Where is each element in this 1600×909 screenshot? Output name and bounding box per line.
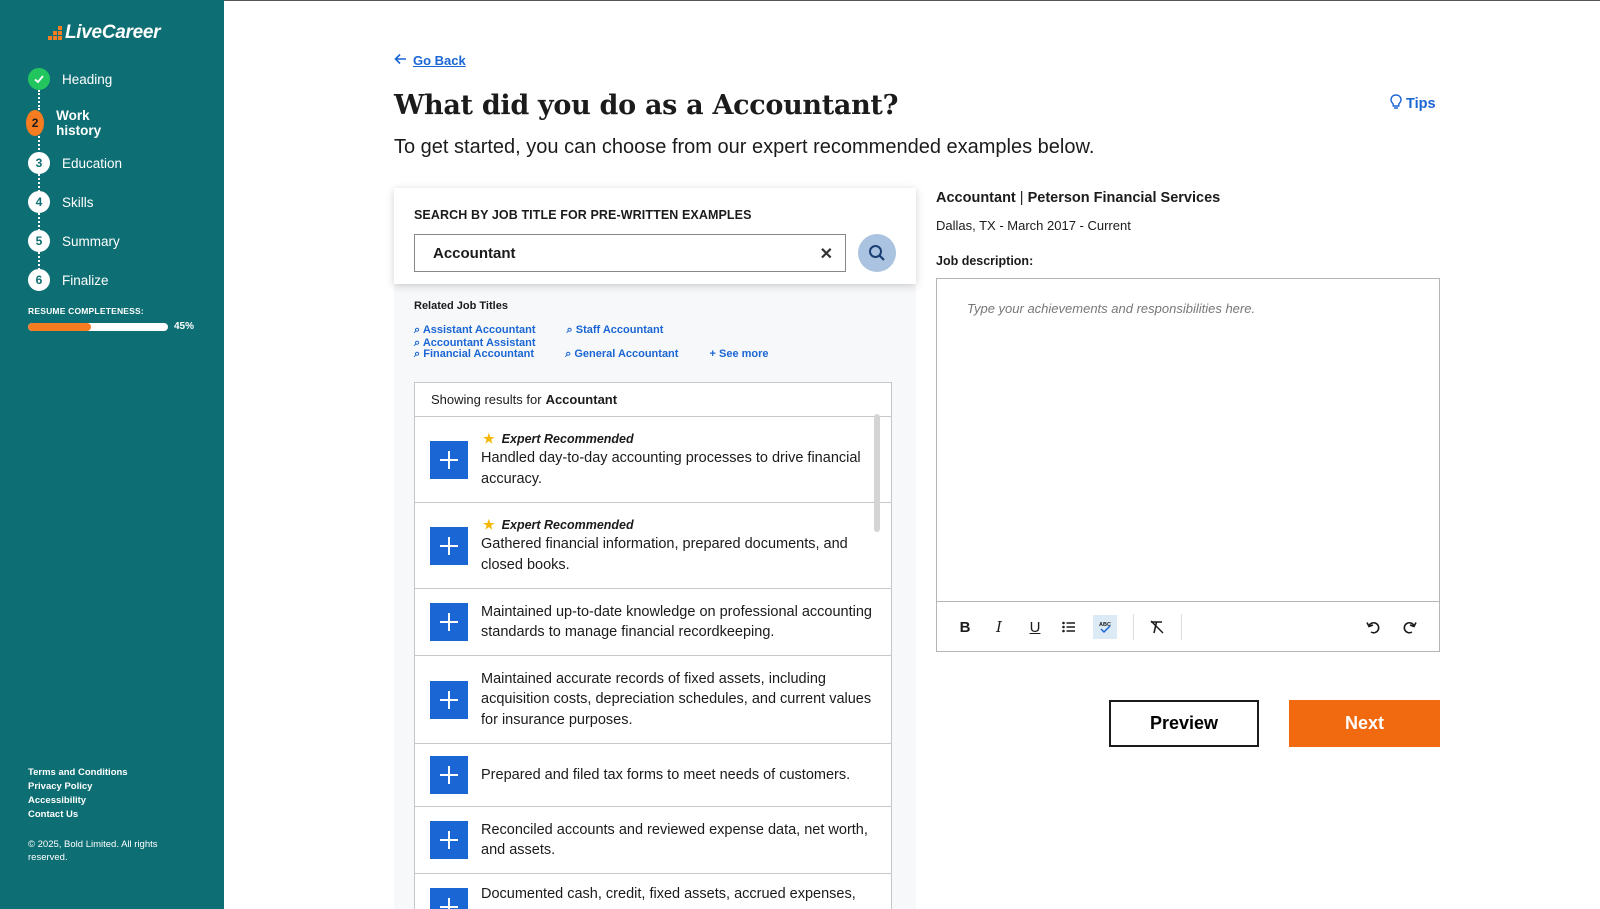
list-item[interactable]: [415, 417, 891, 503]
job-title-search-input[interactable]: [414, 234, 846, 272]
privacy-link[interactable]: Privacy Policy: [28, 781, 93, 792]
results-header: [415, 383, 891, 417]
step-summary[interactable]: [28, 230, 120, 252]
page-title: What did you do as a Accountant?: [394, 90, 899, 121]
plus-icon: [439, 897, 459, 909]
step-skills[interactable]: [28, 191, 94, 213]
spellcheck-icon: [1098, 620, 1112, 634]
example-text: Prepared and filed tax forms to meet needs of customers.: [481, 766, 851, 783]
bold-button[interactable]: B: [959, 618, 971, 636]
add-example-button[interactable]: [430, 756, 468, 794]
results-query: Accountant: [545, 392, 618, 407]
plus-icon: [439, 536, 459, 556]
completeness-percent: 45%: [174, 321, 195, 332]
expert-badge: ★ Expert Recommended: [483, 431, 634, 446]
step-finalize[interactable]: [28, 269, 109, 291]
step-education[interactable]: [28, 152, 122, 174]
undo-icon: [1366, 620, 1381, 635]
related-row: [414, 348, 814, 361]
related-job-link[interactable]: ⌕ General Accountant: [565, 348, 679, 360]
bullet-list-icon: [1062, 621, 1076, 633]
clear-format-button[interactable]: [1145, 615, 1169, 639]
star-icon: ★: [483, 431, 495, 446]
add-example-button[interactable]: [430, 821, 468, 859]
add-example-button[interactable]: [430, 441, 468, 479]
logo-text: LiveCareer: [65, 22, 161, 43]
related-job-link[interactable]: ⌕ Accountant Assistant: [414, 337, 536, 349]
list-item[interactable]: [415, 744, 891, 807]
bullet-list-button[interactable]: [1057, 615, 1081, 639]
plus-icon: [439, 612, 459, 632]
job-title: Accountant: [936, 190, 1016, 206]
footer-links: [28, 766, 128, 822]
lightbulb-icon: [1390, 94, 1406, 114]
preview-button[interactable]: Preview: [1109, 700, 1259, 747]
contact-link[interactable]: Contact Us: [28, 809, 79, 820]
svg-text:ABC: ABC: [1099, 622, 1111, 628]
example-text: Reconciled accounts and reviewed expense data, net worth, and assets.: [481, 821, 868, 858]
see-more-link[interactable]: + See more: [709, 348, 769, 360]
related-job-link[interactable]: ⌕ Assistant Accountant: [414, 324, 536, 336]
clear-format-icon: [1149, 620, 1165, 634]
search-button[interactable]: [858, 234, 896, 272]
plus-icon: [439, 830, 459, 850]
go-back-label: Go Back: [413, 52, 466, 68]
plus-icon: [439, 765, 459, 785]
search-title: SEARCH BY JOB TITLE FOR PRE-WRITTEN EXAMPLES: [414, 208, 752, 222]
add-example-button[interactable]: [430, 603, 468, 641]
undo-button[interactable]: [1361, 615, 1385, 639]
expert-badge: ★ Expert Recommended: [483, 517, 634, 532]
plus-icon: [439, 690, 459, 710]
completeness-title: RESUME COMPLETENESS:: [28, 306, 144, 316]
step-label: Skills: [62, 194, 94, 210]
list-item[interactable]: [415, 807, 891, 874]
job-meta: Dallas, TX - March 2017 - Current: [936, 218, 1131, 233]
plus-icon: [439, 450, 459, 470]
example-text: ★ Expert Recommended Handled day-to-day accounting processes to drive financial accuracy.: [481, 430, 873, 489]
example-text: ★ Expert Recommended Gathered financial information, prepared documents, and closed books.: [481, 516, 873, 575]
step-label: Heading: [62, 71, 113, 87]
step-work-history[interactable]: [28, 108, 109, 138]
add-example-button[interactable]: [430, 527, 468, 565]
job-separator: |: [1015, 190, 1028, 206]
add-example-button[interactable]: [430, 888, 468, 909]
job-description-input[interactable]: Type your achievements and responsibilities here.: [937, 279, 1439, 602]
step-heading[interactable]: [28, 68, 112, 90]
livecareer-logo[interactable]: [48, 22, 160, 44]
results-prefix: Showing results for: [431, 392, 542, 407]
clear-icon[interactable]: ✕: [819, 246, 833, 263]
job-employer: Peterson Financial Services: [1027, 190, 1221, 206]
star-icon: ★: [483, 517, 495, 532]
sidebar: [0, 0, 224, 909]
search-value: Accountant: [433, 244, 516, 262]
step-label: Work history: [56, 108, 102, 138]
example-text: Documented cash, credit, fixed assets, accrued expenses,: [481, 886, 856, 902]
completeness-progress: [28, 321, 194, 332]
resume-completeness: [28, 306, 194, 332]
related-job-link[interactable]: ⌕ Financial Accountant: [414, 348, 535, 360]
tips-label: Tips: [1406, 96, 1436, 112]
step-number: 5: [28, 230, 50, 252]
add-example-button[interactable]: [430, 681, 468, 719]
italic-button[interactable]: I: [996, 618, 1002, 636]
toolbar-divider: [1181, 614, 1182, 640]
tips-link[interactable]: [1390, 94, 1436, 114]
results-scrollbar[interactable]: [874, 414, 880, 532]
editor-toolbar: [937, 602, 1439, 651]
step-number: 4: [28, 191, 50, 213]
list-item[interactable]: [415, 656, 891, 744]
logo-mark-icon: [48, 26, 62, 40]
examples-panel: [394, 188, 916, 909]
accessibility-link[interactable]: Accessibility: [28, 795, 87, 806]
results-list: [414, 382, 892, 909]
list-item[interactable]: [415, 503, 891, 589]
job-description-editor: [936, 278, 1440, 652]
redo-icon: [1402, 620, 1417, 635]
copyright: © 2025, Bold Limited. All rights reserved.: [28, 839, 158, 863]
go-back-link[interactable]: [394, 52, 466, 68]
list-item[interactable]: [415, 874, 891, 909]
example-text: Maintained accurate records of fixed assets, including acquisition costs, depreciation schedules, and current values for insurance purposes.: [481, 670, 872, 728]
step-label: Education: [62, 155, 123, 171]
underline-button[interactable]: U: [1029, 618, 1041, 636]
terms-link[interactable]: Terms and Conditions: [28, 767, 128, 778]
search-card: [394, 188, 916, 284]
step-label: Finalize: [62, 272, 109, 288]
progress-fill: [28, 323, 91, 331]
job-heading: [936, 190, 1220, 206]
step-number: 2: [26, 110, 44, 136]
search-icon: [868, 244, 886, 262]
example-text: Maintained up-to-date knowledge on professional accounting standards to manage financial recordkeeping.: [481, 603, 872, 640]
checkmark-icon: [28, 68, 50, 90]
arrow-left-icon: [394, 52, 407, 68]
job-description-label: Job description:: [936, 254, 1034, 268]
page-subtitle: To get started, you can choose from our expert recommended examples below.: [394, 136, 1095, 158]
step-label: Summary: [62, 233, 120, 249]
related-title: Related Job Titles: [414, 300, 508, 312]
progress-track: [28, 323, 168, 331]
redo-button[interactable]: [1397, 615, 1421, 639]
related-job-link[interactable]: ⌕ Staff Accountant: [566, 324, 664, 336]
step-number: 3: [28, 152, 50, 174]
step-number: 6: [28, 269, 50, 291]
step-connector: [38, 90, 40, 110]
list-item[interactable]: [415, 589, 891, 656]
top-border: [224, 0, 1600, 1]
related-row: [414, 324, 814, 350]
spellcheck-button[interactable]: [1093, 615, 1117, 639]
toolbar-divider: [1133, 614, 1134, 640]
next-button[interactable]: Next: [1289, 700, 1440, 747]
